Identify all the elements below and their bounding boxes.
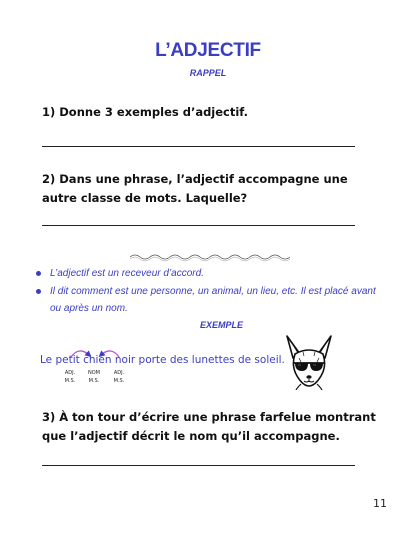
page-number: 11 <box>373 497 387 510</box>
chihuahua-icon <box>283 334 335 390</box>
bullet-icon <box>36 271 41 276</box>
question-1: 1) Donne 3 exemples d’adjectif. <box>42 105 249 119</box>
answer-line-1[interactable] <box>42 146 355 147</box>
tag-adj-1: ADJ. M.S. <box>64 370 76 384</box>
wavy-divider <box>130 252 290 262</box>
page-title: L’ADJECTIF <box>155 40 261 61</box>
question-2: 2) Dans une phrase, l’adjectif accompagne une autre classe de mots. Laquelle? <box>42 172 348 205</box>
tag-nom: NOM M.S. <box>88 370 100 384</box>
tag-adj-2: ADJ. M.S. <box>113 370 125 384</box>
list-item: Il dit comment est une personne, un animal, un lieu, etc. Il est placé avant ou après un nom. <box>36 283 388 317</box>
answer-line-2[interactable] <box>42 225 355 226</box>
list-item: L’adjectif est un receveur d’accord. <box>36 265 388 282</box>
question-3: 3) À ton tour d’écrire une phrase farfelue montrant que l’adjectif décrit le nom qu’il accompagne. <box>42 410 376 443</box>
example-sentence: Le petit chien noir porte des lunettes de soleil. <box>40 354 285 366</box>
example-label: EXEMPLE <box>200 320 244 330</box>
rappel-list <box>36 265 388 318</box>
bullet-icon <box>36 289 41 294</box>
page-subtitle: RAPPEL <box>189 68 227 78</box>
answer-line-3[interactable] <box>42 465 355 466</box>
